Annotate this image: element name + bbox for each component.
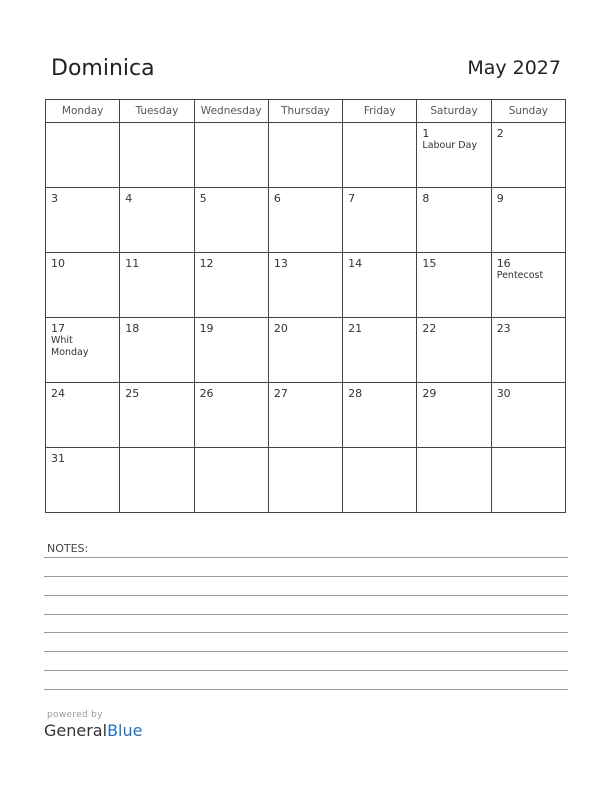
day-cell xyxy=(46,188,120,253)
generalblue-logo xyxy=(44,721,142,740)
holiday-label: Labour Day xyxy=(422,140,478,151)
day-number: 13 xyxy=(273,257,288,270)
day-number: 15 xyxy=(422,257,437,270)
powered-by-text: powered by xyxy=(47,710,103,720)
weekday-thursday: Thursday xyxy=(268,100,342,123)
note-line xyxy=(44,595,568,596)
day-cell xyxy=(194,318,268,383)
week-row xyxy=(46,448,566,513)
day-cell xyxy=(194,448,268,513)
holiday-label: Whit Monday xyxy=(51,335,89,358)
day-cell xyxy=(343,123,417,188)
month-title: May 2027 xyxy=(467,57,561,79)
day-cell xyxy=(417,383,491,448)
day-cell xyxy=(194,123,268,188)
weekday-monday: Monday xyxy=(46,100,120,123)
day-number: 22 xyxy=(422,322,437,335)
day-number: 7 xyxy=(348,192,356,205)
day-cell xyxy=(268,253,342,318)
day-cell xyxy=(343,448,417,513)
day-number: 17 xyxy=(51,322,65,335)
day-number: 30 xyxy=(496,387,511,400)
day-cell xyxy=(194,188,268,253)
day-number: 10 xyxy=(51,257,65,270)
day-number: 21 xyxy=(348,322,363,335)
day-number: 3 xyxy=(51,192,58,205)
day-number: 6 xyxy=(273,192,281,205)
day-cell xyxy=(194,383,268,448)
day-number: 19 xyxy=(199,322,214,335)
day-number: 29 xyxy=(422,387,437,400)
note-line xyxy=(44,670,568,671)
brand-blue-text: Blue xyxy=(107,721,143,740)
day-number: 16 xyxy=(496,257,511,270)
weekday-friday: Friday xyxy=(343,100,417,123)
week-row xyxy=(46,123,566,188)
day-number: 25 xyxy=(125,387,140,400)
day-number: 9 xyxy=(496,192,504,205)
day-cell xyxy=(46,448,120,513)
day-cell xyxy=(268,318,342,383)
day-cell xyxy=(491,123,565,188)
day-cell xyxy=(46,383,120,448)
note-line xyxy=(44,689,568,690)
week-row xyxy=(46,383,566,448)
calendar-grid xyxy=(45,99,566,513)
day-cell xyxy=(417,318,491,383)
holiday-label: Pentecost xyxy=(496,270,544,281)
week-row xyxy=(46,253,566,318)
day-cell xyxy=(491,253,565,318)
day-number: 2 xyxy=(496,127,504,140)
day-cell xyxy=(120,318,194,383)
day-number: 27 xyxy=(273,387,288,400)
day-number: 14 xyxy=(348,257,363,270)
day-cell xyxy=(46,123,120,188)
note-line xyxy=(44,576,568,577)
day-number: 31 xyxy=(51,452,65,465)
notes-label: NOTES: xyxy=(47,542,89,555)
note-line xyxy=(44,614,568,615)
day-cell xyxy=(417,188,491,253)
day-number: 28 xyxy=(348,387,363,400)
day-cell xyxy=(268,123,342,188)
day-number: 26 xyxy=(199,387,214,400)
brand-general-text: General xyxy=(44,721,108,740)
day-cell xyxy=(343,318,417,383)
note-line xyxy=(44,632,568,633)
day-cell xyxy=(417,253,491,318)
day-cell xyxy=(491,188,565,253)
day-cell xyxy=(120,188,194,253)
day-cell xyxy=(194,253,268,318)
weekday-saturday: Saturday xyxy=(417,100,491,123)
day-cell xyxy=(491,318,565,383)
day-cell xyxy=(268,383,342,448)
note-line xyxy=(44,557,568,558)
weekday-wednesday: Wednesday xyxy=(194,100,268,123)
day-number: 23 xyxy=(496,322,511,335)
day-cell xyxy=(417,123,491,188)
week-row xyxy=(46,188,566,253)
weekday-sunday: Sunday xyxy=(491,100,565,123)
day-cell xyxy=(120,383,194,448)
day-cell xyxy=(120,123,194,188)
day-cell xyxy=(120,448,194,513)
day-cell xyxy=(491,383,565,448)
day-number: 24 xyxy=(51,387,65,400)
note-line xyxy=(44,651,568,652)
day-cell xyxy=(120,253,194,318)
day-cell xyxy=(343,188,417,253)
week-row xyxy=(46,318,566,383)
day-cell xyxy=(268,448,342,513)
day-cell xyxy=(268,188,342,253)
country-title: Dominica xyxy=(51,56,155,81)
day-number: 8 xyxy=(422,192,430,205)
day-number: 1 xyxy=(422,127,430,140)
day-cell xyxy=(46,318,120,383)
day-number: 11 xyxy=(125,257,140,270)
day-cell xyxy=(343,383,417,448)
day-cell xyxy=(343,253,417,318)
weekday-header-row xyxy=(46,100,566,123)
day-cell xyxy=(46,253,120,318)
weekday-tuesday: Tuesday xyxy=(120,100,194,123)
day-cell xyxy=(491,448,565,513)
day-number: 5 xyxy=(199,192,207,205)
day-number: 20 xyxy=(273,322,288,335)
day-cell xyxy=(417,448,491,513)
day-number: 4 xyxy=(125,192,133,205)
day-number: 12 xyxy=(199,257,214,270)
day-number: 18 xyxy=(125,322,140,335)
